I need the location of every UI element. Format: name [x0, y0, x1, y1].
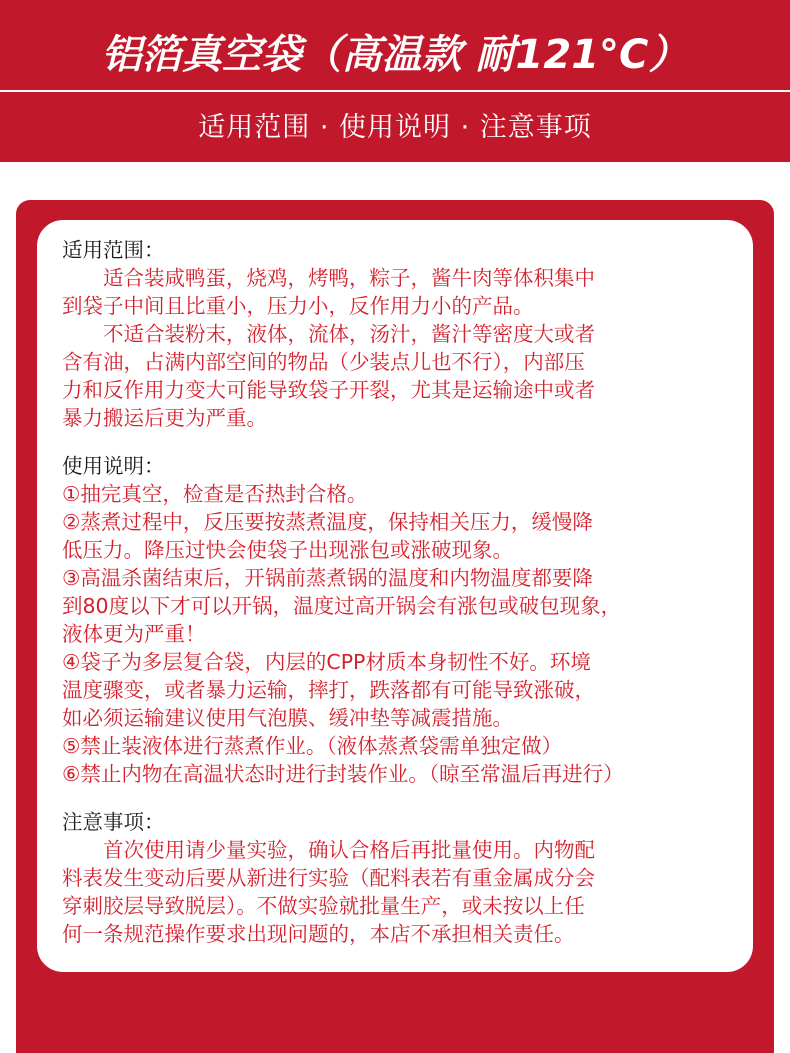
scope-line: 暴力搬运后更为严重。: [62, 406, 267, 430]
usage-line: 液体更为严重！: [62, 622, 206, 646]
usage-line: ③高温杀菌结束后，开锅前蒸煮锅的温度和内物温度都要降: [62, 566, 593, 590]
usage-line: ②蒸煮过程中，反压要按蒸煮温度，保持相关压力，缓慢降: [62, 510, 593, 534]
notes-line: 料表发生变动后要从新进行实验（配料表若有重金属成分会: [62, 866, 595, 890]
usage-line: ⑥禁止内物在高温状态时进行封装作业。（晾至常温后再进行）: [62, 762, 624, 786]
section-spacer: [62, 788, 742, 808]
notes-line: 何一条规范操作要求出现问题的，本店不承担相关责任。: [62, 922, 575, 946]
title-divider: [0, 90, 790, 92]
scope-heading: 适用范围：: [62, 238, 165, 262]
usage-line: 到80度以下才可以开锅，温度过高开锅会有涨包或破包现象，: [62, 594, 622, 618]
section-spacer: [62, 432, 742, 452]
notes-heading: 注意事项：: [62, 810, 165, 834]
usage-heading: 使用说明：: [62, 454, 165, 478]
page-title: 铝箔真空袋（高温款 耐121°C）: [101, 32, 689, 78]
usage-line: 如必须运输建议使用气泡膜、缓冲垫等减震措施。: [62, 706, 513, 730]
scope-line: 到袋子中间且比重小，压力小，反作用力小的产品。: [62, 294, 534, 318]
notes-line: 穿刺胶层导致脱层）。不做实验就批量生产，或未按以上任: [62, 894, 585, 918]
page-subtitle: 适用范围 · 使用说明 · 注意事项: [198, 112, 592, 143]
scope-line: 力和反作用力变大可能导致袋子开裂，尤其是运输途中或者: [62, 378, 595, 402]
notes-line: 首次使用请少量实验，确认合格后再批量使用。内物配: [103, 838, 595, 862]
usage-line: ⑤禁止装液体进行蒸煮作业。（液体蒸煮袋需单独定做）: [62, 734, 563, 758]
usage-line: 低压力。降压过快会使袋子出现涨包或涨破现象。: [62, 538, 513, 562]
usage-line: ①抽完真空，检查是否热封合格。: [62, 482, 368, 506]
scope-line: 适合装咸鸭蛋，烧鸡，烤鸭，粽子，酱牛肉等体积集中: [103, 266, 595, 290]
scope-line: 不适合装粉末，液体，流体，汤汁，酱汁等密度大或者: [103, 322, 595, 346]
scope-line: 含有油，占满内部空间的物品（少装点儿也不行），内部压: [62, 350, 585, 374]
header-banner: [0, 0, 790, 162]
usage-line: 温度骤变，或者暴力运输，摔打，跌落都有可能导致涨破，: [62, 678, 595, 702]
content-text: [62, 236, 742, 948]
usage-line: ④袋子为多层复合袋，内层的CPP材质本身韧性不好。环境: [62, 650, 591, 674]
